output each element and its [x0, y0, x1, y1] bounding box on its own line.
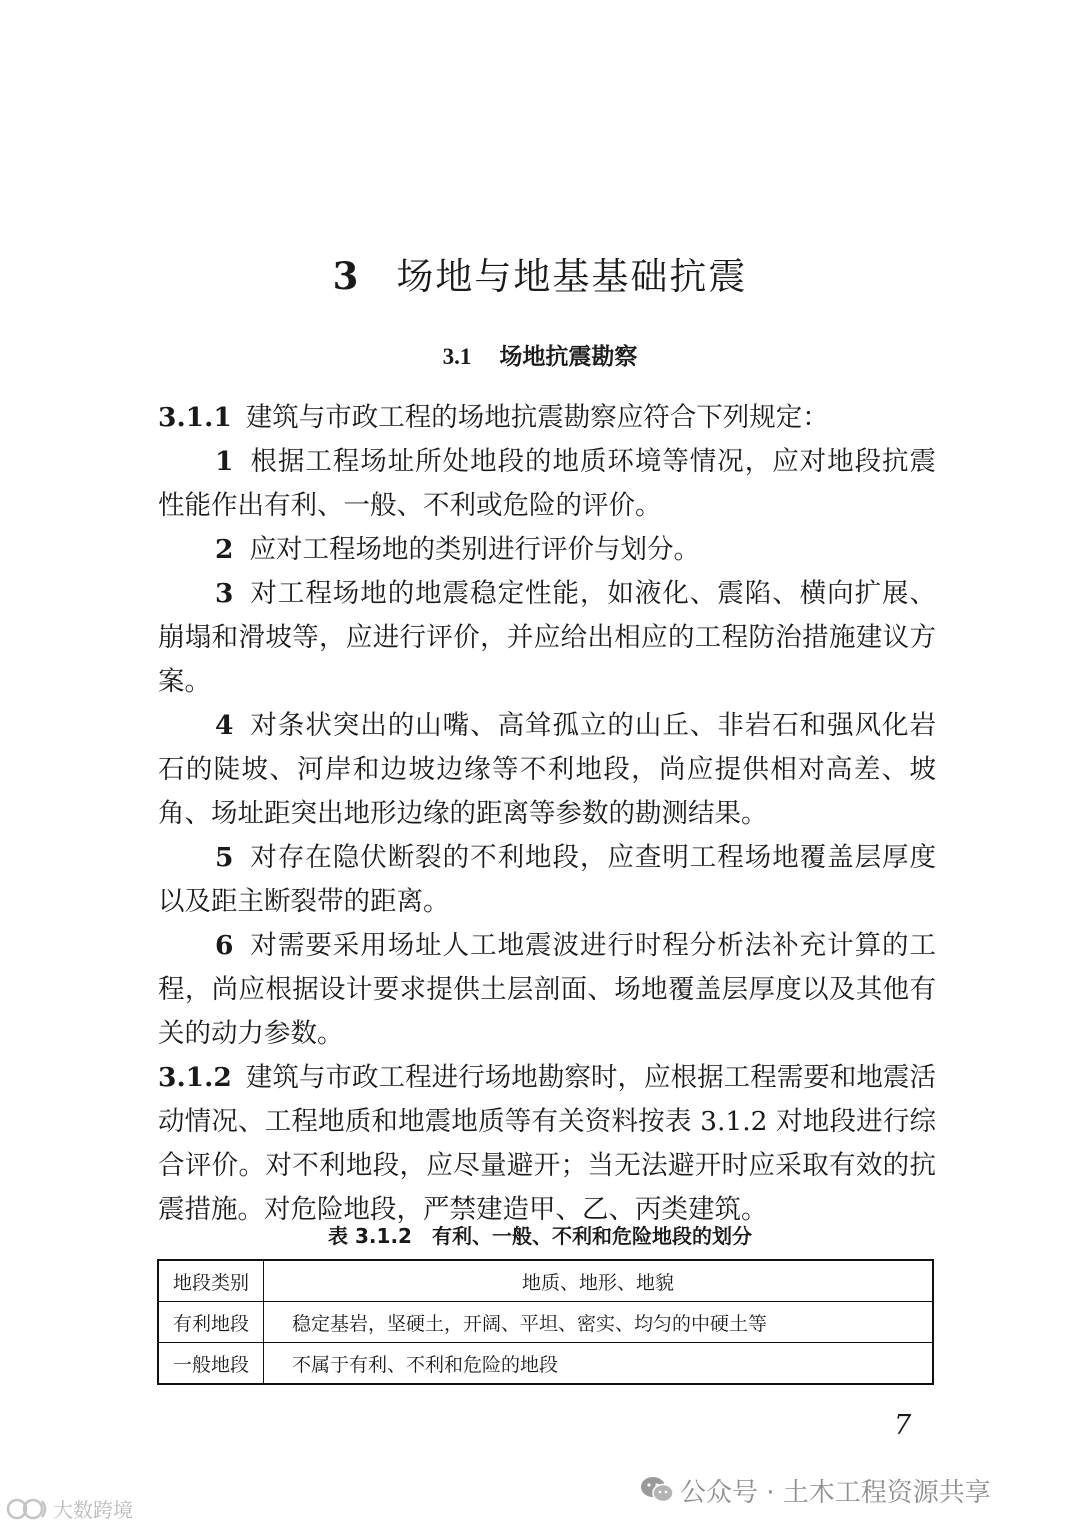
brand-logo-icon	[6, 1496, 50, 1527]
item-text: 对工程场地的地震稳定性能，如液化、震陷、横向扩展、崩塌和滑坡等，应进行评价，并应给出相应的工程防治措施建议方案。	[158, 578, 936, 697]
item-text: 对需要采用场址人工地震波进行时程分析法补充计算的工程，尚应根据设计要求提供土层剖面、场地覆盖层厚度以及其他有关的动力参数。	[158, 930, 936, 1049]
item-number: 1	[215, 446, 234, 477]
item-number: 4	[215, 710, 234, 741]
clause-item	[158, 836, 936, 924]
chapter-title	[0, 246, 1080, 300]
clause-3-1-2	[158, 1056, 936, 1232]
clause-item	[158, 572, 936, 704]
section-number: 3.1	[442, 344, 472, 369]
table-cell: 稳定基岩，坚硬土，开阔、平坦、密实、均匀的中硬土等	[264, 1302, 934, 1343]
chapter-title-text: 场地与地基基础抗震	[396, 255, 748, 298]
clause-text: 建筑与市政工程的场地抗震勘察应符合下列规定：	[245, 402, 829, 433]
table-number: 表 3.1.2	[328, 1224, 412, 1248]
chapter-number: 3	[332, 254, 361, 298]
watermark-brand	[6, 1494, 133, 1527]
section-title-text: 场地抗震勘察	[499, 344, 638, 370]
item-text: 应对工程场地的类别进行评价与划分。	[249, 534, 700, 565]
watermark-text: 公众号 · 土木工程资源共享	[680, 1478, 991, 1508]
clause-number: 3.1.1	[158, 402, 232, 433]
clause-number: 3.1.2	[158, 1062, 232, 1093]
table-cell: 一般地段	[158, 1343, 264, 1385]
item-number: 2	[215, 534, 234, 565]
table-row	[158, 1302, 933, 1343]
item-number: 3	[215, 578, 234, 609]
table-header-row	[158, 1260, 933, 1302]
table-header-cell: 地质、地形、地貌	[264, 1260, 934, 1302]
table-cell: 不属于有利、不利和危险的地段	[264, 1343, 934, 1385]
table-cell: 有利地段	[158, 1302, 264, 1343]
clause-text: 建筑与市政工程进行场地勘察时，应根据工程需要和地震活动情况、工程地质和地震地质等有关资料按表 3.1.2 对地段进行综合评价。对不利地段，应尽量避开；当无法避开时应采取有效的抗震措施。对危险地段，严禁建造甲、乙、丙类建筑。	[158, 1062, 936, 1225]
item-number: 5	[215, 842, 234, 873]
clause-item	[158, 528, 936, 572]
watermark-brand-text: 大数跨境	[53, 1498, 133, 1522]
body-text	[158, 396, 936, 1232]
wechat-icon	[640, 1476, 674, 1511]
item-text: 对条状突出的山嘴、高耸孤立的山丘、非岩石和强风化岩石的陡坡、河岸和边坡边缘等不利地段，尚应提供相对高差、坡角、场址距突出地形边缘的距离等参数的勘测结果。	[158, 710, 936, 829]
clause-item	[158, 704, 936, 836]
clause-item	[158, 924, 936, 1056]
table-title-text: 有利、一般、不利和危险地段的划分	[431, 1224, 752, 1248]
item-text: 根据工程场址所处地段的地质环境等情况，应对地段抗震性能作出有利、一般、不利或危险的评价。	[158, 446, 936, 521]
clause-3-1-1	[158, 396, 936, 440]
table-header-cell: 地段类别	[158, 1260, 264, 1302]
item-text: 对存在隐伏断裂的不利地段，应查明工程场地覆盖层厚度以及距主断裂带的距离。	[158, 842, 936, 917]
watermark-wechat	[640, 1472, 991, 1511]
clause-item	[158, 440, 936, 528]
table-caption	[0, 1220, 1080, 1249]
page-number: 7	[894, 1410, 912, 1441]
site-zone-table	[157, 1259, 934, 1385]
section-title	[0, 338, 1080, 371]
item-number: 6	[215, 930, 234, 961]
table-row	[158, 1343, 933, 1385]
